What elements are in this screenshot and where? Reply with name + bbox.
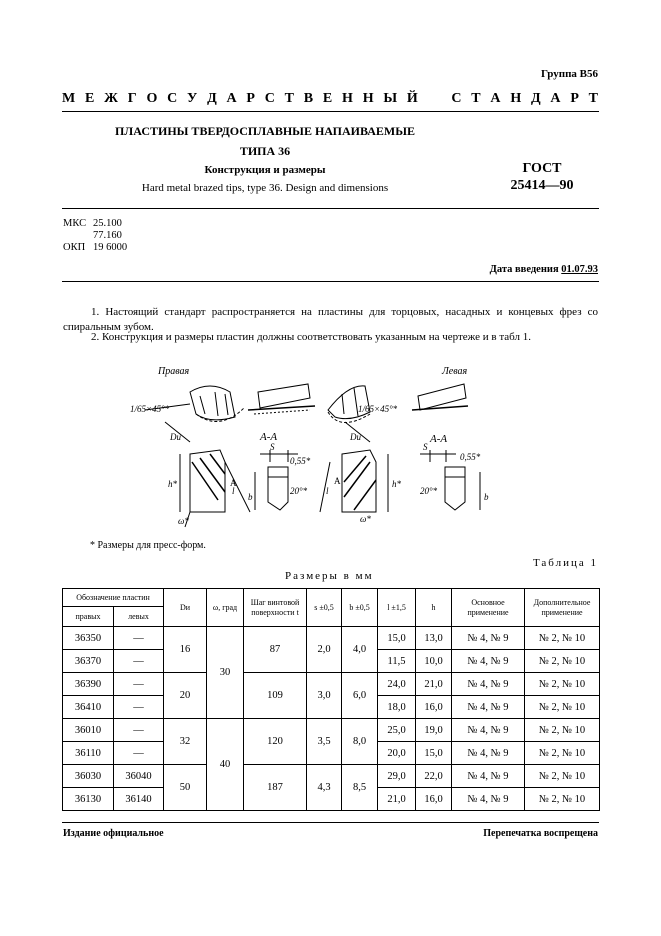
du-label-left: Dи [350, 432, 361, 442]
doc-title-line2: ТИПА 36 [239, 144, 291, 158]
table-subcaption: Размеры в мм [285, 570, 374, 582]
l-label-left: l [326, 486, 329, 496]
paragraph-1: 1. Настоящий стандарт распространяется на пластины для торцовых, насадных и концевых фрез со спиральным зубом. [63, 306, 598, 333]
standard-banner: М Е Ж Г О С У Д А Р С Т В Е Н Н Ы Й С Т А Н Д А Р Т [62, 91, 598, 106]
header-h: h [416, 589, 452, 627]
classification-row: 77.160 [93, 230, 122, 241]
b-label-left: b [484, 492, 489, 502]
table-caption: Таблица 1 [532, 557, 598, 569]
footer-rule [62, 822, 599, 823]
table-row: 36370 — 11,5 10,0 № 4, № 9 № 2, № 10 [63, 650, 600, 673]
header-main-use: Основное применение [452, 589, 525, 627]
a-label-right: А [230, 478, 237, 488]
table-row: 36110 — 20,0 15,0 № 4, № 9 № 2, № 10 [63, 742, 600, 765]
classification-codes [63, 218, 127, 254]
omega-label-left: ω* [360, 514, 371, 524]
du-label-right: Dи [170, 432, 181, 442]
footer-reprint-prohibited: Перепечатка воспрещена [483, 828, 598, 839]
doc-title-line1: ПЛАСТИНЫ ТВЕРДОСПЛАВНЫЕ НАПАИВАЕМЫЕ [114, 124, 416, 138]
table-row: 36130 36140 21,0 16,0 № 4, № 9 № 2, № 10 [63, 788, 600, 811]
a-label-left: А [334, 476, 341, 486]
angle-20-left: 20°* [420, 486, 438, 496]
s-label-right: S [270, 442, 275, 452]
header-pitch: Шаг винтовой поверхности t [244, 589, 307, 627]
chamfer-label-left: 1/65×45°* [358, 404, 398, 414]
header-rule [62, 111, 599, 112]
right-hand-label: Правая [158, 366, 190, 377]
h-label-right: h* [168, 479, 177, 489]
intro-date: Дата введения 01.07.93 [489, 264, 598, 275]
l-label-right: l [232, 486, 235, 496]
doc-title-english: Hard metal brazed tips, type 36. Design and dimensions [141, 182, 389, 194]
section-label-left: А-А [430, 433, 448, 445]
header-omega: ω, град [207, 589, 244, 627]
header-left: левых [114, 607, 164, 627]
classification-row: МКС 25.100 [63, 218, 122, 229]
b-label-right: b [248, 492, 253, 502]
header-right: правых [63, 607, 114, 627]
chamfer-label-right: 1/65×45°* [130, 404, 170, 414]
section-label-right: А-А [260, 431, 278, 443]
paragraph-2: 2. Конструкция и размеры пластин должны соответствовать указанным на чертеже и в табл 1. [91, 331, 531, 343]
gost-label: ГОСТ [522, 161, 562, 176]
header-s: s ±0,5 [307, 589, 342, 627]
table-row: 36390 — 20 109 3,0 6,0 24,0 21,0 № 4, № 9 № 2, № 10 [63, 673, 600, 696]
gost-code: 25414—90 [510, 178, 574, 193]
group-code: Группа В56 [540, 68, 598, 80]
h-label-left: h* [392, 479, 401, 489]
footer-official-edition: Издание официальное [63, 828, 164, 839]
left-hand-label: Левая [442, 366, 468, 377]
dim-055-right: 0,55* [290, 456, 311, 466]
table-row: 36410 — 18,0 16,0 № 4, № 9 № 2, № 10 [63, 696, 600, 719]
header-designation: Обозначение пластин [63, 589, 164, 607]
classification-row: ОКП 19 6000 [63, 242, 128, 253]
s-label-left: S [423, 442, 428, 452]
header-extra-use: Дополнительное применение [525, 589, 600, 627]
footnote: * Размеры для пресс-форм. [90, 540, 206, 551]
title-rule [62, 208, 599, 209]
date-rule [62, 281, 599, 282]
technical-drawing [130, 362, 510, 532]
dimensions-table [62, 588, 600, 811]
omega-label-right: ω* [178, 516, 189, 526]
header-l: l ±1,5 [378, 589, 416, 627]
header-du: Dи [164, 589, 207, 627]
gost-number [492, 160, 592, 194]
table-row: 36350 — 16 30 87 2,0 4,0 15,0 13,0 № 4, № 9 № 2, № 10 [63, 627, 600, 650]
angle-20-right: 20°* [290, 486, 308, 496]
table-row: 36030 36040 50 187 4,3 8,5 29,0 22,0 № 4, № 9 № 2, № 10 [63, 765, 600, 788]
dim-055-left: 0,55* [460, 452, 481, 462]
header-b: b ±0,5 [342, 589, 378, 627]
table-row: 36010 — 32 40 120 3,5 8,0 25,0 19,0 № 4, № 9 № 2, № 10 [63, 719, 600, 742]
doc-subtitle: Конструкция и размеры [204, 164, 326, 176]
